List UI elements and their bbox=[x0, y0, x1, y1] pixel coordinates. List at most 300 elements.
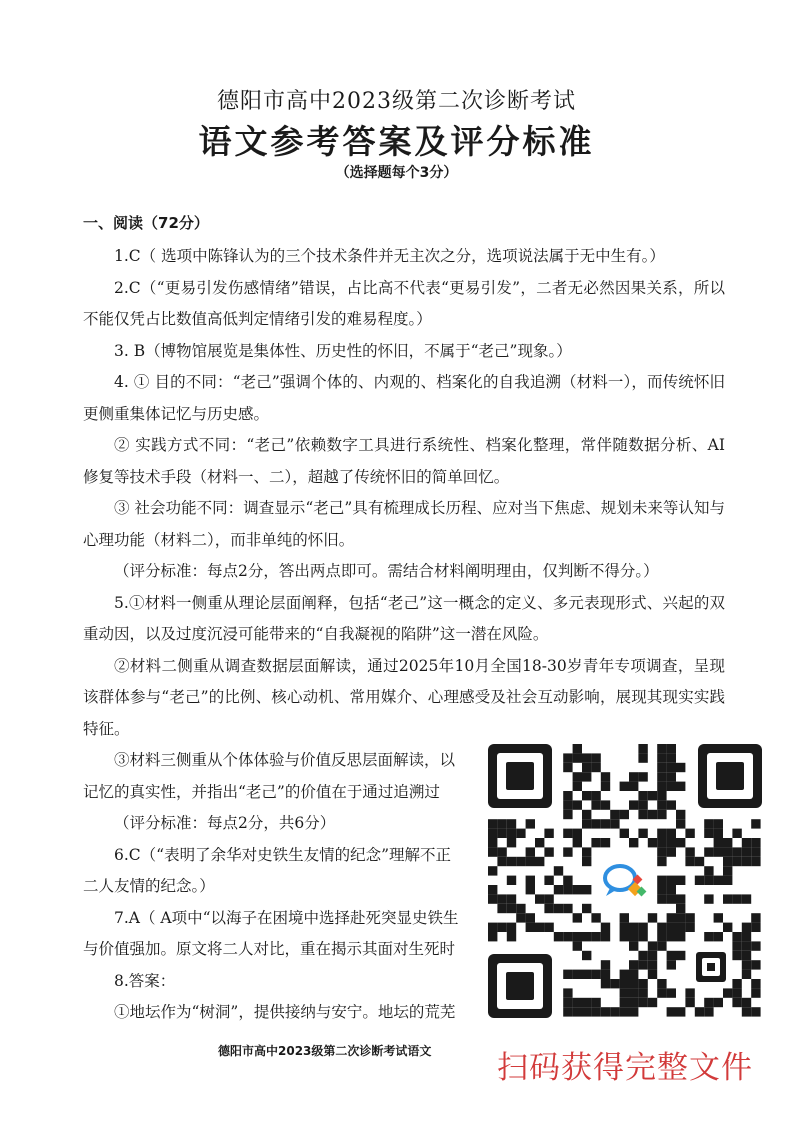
qr-module bbox=[638, 772, 647, 781]
qr-module bbox=[667, 988, 676, 997]
qr-module bbox=[667, 923, 676, 932]
qr-module bbox=[563, 829, 572, 838]
paragraph: 2.C（“更易引发伤感情绪”错误，占比高不代表“更易引发”，二者无必然因果关系，所以不能仅凭占比数值高低判定情绪引发的难易程度。） bbox=[83, 278, 725, 328]
qr-module bbox=[732, 847, 741, 856]
qr-module bbox=[620, 1007, 629, 1016]
qr-module bbox=[667, 960, 676, 969]
qr-module bbox=[526, 857, 535, 866]
qr-module bbox=[714, 998, 723, 1007]
qr-module bbox=[544, 894, 553, 903]
qr-module bbox=[516, 913, 525, 922]
qr-module bbox=[657, 941, 666, 950]
qr-module bbox=[507, 894, 516, 903]
qr-module bbox=[667, 876, 676, 885]
qr-module bbox=[610, 979, 619, 988]
qr-module bbox=[685, 857, 694, 866]
qr-module bbox=[591, 1007, 600, 1016]
qr-module bbox=[695, 876, 704, 885]
qr-module bbox=[620, 923, 629, 932]
section-heading: 一、阅读（72分） bbox=[83, 214, 209, 232]
qr-module bbox=[620, 913, 629, 922]
qr-module bbox=[742, 847, 751, 856]
qr-module bbox=[563, 998, 572, 1007]
qr-module bbox=[488, 923, 497, 932]
qr-module bbox=[685, 988, 694, 997]
qr-module bbox=[629, 772, 638, 781]
qr-module bbox=[544, 876, 553, 885]
qr-module bbox=[497, 829, 506, 838]
paragraph: 1.C（ 选项中陈锋认为的三个技术条件并无主次之分，选项说法属于无中生有。） bbox=[114, 247, 665, 265]
qr-module bbox=[629, 923, 638, 932]
qr-module bbox=[610, 810, 619, 819]
qr-module bbox=[667, 753, 676, 762]
qr-module bbox=[723, 988, 732, 997]
qr-module bbox=[657, 857, 666, 866]
qr-module bbox=[657, 810, 666, 819]
qr-module bbox=[695, 857, 704, 866]
qr-module bbox=[582, 772, 591, 781]
paragraph: （评分标准：每点2分，答出两点即可。需结合材料阐明理由，仅判断不得分。） bbox=[114, 562, 659, 580]
qr-module bbox=[723, 876, 732, 885]
qr-module bbox=[563, 763, 572, 772]
paragraph: ③ 社会功能不同：调查显示“老己”具有梳理成长历程、应对当下焦虑、规划未来等认知与心理功能（材料二），而非单纯的怀旧。 bbox=[83, 499, 725, 549]
qr-module bbox=[667, 847, 676, 856]
qr-module bbox=[704, 876, 713, 885]
qr-module bbox=[667, 763, 676, 772]
qr-module bbox=[751, 923, 760, 932]
qr-module bbox=[657, 838, 666, 847]
qr-module bbox=[629, 998, 638, 1007]
qr-module bbox=[488, 894, 497, 903]
qr-module bbox=[638, 998, 647, 1007]
qr-module bbox=[751, 847, 760, 856]
qr-module bbox=[732, 932, 741, 941]
qr-module bbox=[742, 894, 751, 903]
qr-module bbox=[667, 885, 676, 894]
qr-module bbox=[732, 894, 741, 903]
qr-module bbox=[591, 819, 600, 828]
qr-module bbox=[610, 819, 619, 828]
qr-module bbox=[657, 753, 666, 762]
qr-module bbox=[732, 988, 741, 997]
qr-module bbox=[638, 951, 647, 960]
qr-module bbox=[535, 923, 544, 932]
qr-module bbox=[563, 800, 572, 809]
qr-module bbox=[629, 988, 638, 997]
qr-module bbox=[601, 1007, 610, 1016]
qr-module bbox=[657, 791, 666, 800]
qr-module bbox=[751, 988, 760, 997]
qr-module bbox=[667, 772, 676, 781]
qr-module bbox=[563, 753, 572, 762]
qr-module bbox=[723, 857, 732, 866]
qr-module bbox=[497, 819, 506, 828]
qr-module bbox=[507, 923, 516, 932]
qr-module bbox=[676, 838, 685, 847]
qr-module bbox=[620, 782, 629, 791]
qr-module bbox=[657, 744, 666, 753]
qr-module bbox=[507, 829, 516, 838]
paragraph: 8.答案： bbox=[114, 971, 176, 990]
qr-module bbox=[732, 979, 741, 988]
qr-module bbox=[751, 913, 760, 922]
qr-module bbox=[657, 894, 666, 903]
qr-module bbox=[732, 829, 741, 838]
paragraph: ② 实践方式不同：“老己”依赖数字工具进行系统性、档案化整理，常伴随数据分析、AI修复等技术手段（材料一、二），超越了传统怀旧的简单回忆。 bbox=[83, 436, 725, 486]
qr-module bbox=[648, 913, 657, 922]
paragraph: 6.C（“表明了余华对史铁生友情的纪念”理解不正 bbox=[114, 845, 451, 864]
qr-module bbox=[563, 904, 572, 913]
qr-module bbox=[732, 941, 741, 950]
qr-module bbox=[676, 782, 685, 791]
qr-module bbox=[723, 894, 732, 903]
qr-module bbox=[742, 960, 751, 969]
qr-module bbox=[742, 923, 751, 932]
qr-module bbox=[573, 782, 582, 791]
qr-module bbox=[676, 1007, 685, 1016]
qr-module bbox=[582, 951, 591, 960]
qr-module bbox=[526, 847, 535, 856]
exam-title: 德阳市高中2023级第二次诊断考试 bbox=[217, 89, 576, 114]
qr-module bbox=[676, 932, 685, 941]
qr-module bbox=[667, 829, 676, 838]
qr-module bbox=[714, 838, 723, 847]
qr-module bbox=[685, 923, 694, 932]
qr-module bbox=[582, 1007, 591, 1016]
qr-module bbox=[563, 810, 572, 819]
qr-code[interactable] bbox=[482, 738, 768, 1024]
qr-module bbox=[667, 932, 676, 941]
qr-module bbox=[488, 829, 497, 838]
qr-module bbox=[629, 979, 638, 988]
qr-module bbox=[573, 998, 582, 1007]
qr-module bbox=[685, 913, 694, 922]
qr-module bbox=[516, 904, 525, 913]
finder-bottom-left bbox=[488, 954, 552, 1018]
qr-module bbox=[573, 753, 582, 762]
qr-module bbox=[526, 923, 535, 932]
qr-module bbox=[563, 885, 572, 894]
qr-module bbox=[582, 885, 591, 894]
qr-module bbox=[554, 885, 563, 894]
qr-module bbox=[591, 753, 600, 762]
qr-module bbox=[751, 1007, 760, 1016]
qr-module bbox=[657, 923, 666, 932]
qr-module bbox=[563, 1007, 572, 1016]
qr-module bbox=[714, 932, 723, 941]
qr-module bbox=[638, 829, 647, 838]
qr-module bbox=[714, 829, 723, 838]
qr-module bbox=[573, 932, 582, 941]
qr-module bbox=[657, 847, 666, 856]
paragraph: ①地坛作为“树洞”，提供接纳与安宁。地坛的荒芜 bbox=[114, 1003, 456, 1021]
qr-module bbox=[488, 819, 497, 828]
qr-module bbox=[657, 800, 666, 809]
qr-module bbox=[526, 819, 535, 828]
paragraph: 5.①材料一侧重从理论层面阐释，包括“老己”这一概念的定义、多元表现形式、兴起的双重动因，以及过度沉浸可能带来的“自我凝视的陷阱”这一潜在风险。 bbox=[83, 593, 725, 643]
qr-module bbox=[620, 829, 629, 838]
qr-module bbox=[742, 970, 751, 979]
qr-module bbox=[582, 810, 591, 819]
qr-module bbox=[648, 810, 657, 819]
qr-module bbox=[582, 819, 591, 828]
qr-module bbox=[742, 932, 751, 941]
qr-module bbox=[629, 970, 638, 979]
qr-module bbox=[638, 923, 647, 932]
qr-module bbox=[648, 941, 657, 950]
qr-module bbox=[676, 894, 685, 903]
qr-module bbox=[620, 998, 629, 1007]
qr-module bbox=[751, 960, 760, 969]
qr-module bbox=[676, 819, 685, 828]
qr-module bbox=[648, 960, 657, 969]
paragraph: 与价值强加。原文将二人对比，重在揭示其面对生死时 bbox=[83, 940, 456, 958]
qr-module bbox=[667, 744, 676, 753]
page-footer: 德阳市高中2023级第二次诊断考试语文 bbox=[218, 1044, 432, 1058]
qr-module bbox=[714, 876, 723, 885]
qr-module bbox=[685, 829, 694, 838]
qr-module bbox=[742, 998, 751, 1007]
qr-module bbox=[723, 923, 732, 932]
qr-module bbox=[704, 998, 713, 1007]
qr-module bbox=[582, 763, 591, 772]
qr-module bbox=[573, 913, 582, 922]
qr-module bbox=[667, 782, 676, 791]
paragraph: 3. B（博物馆展览是集体性、历史性的怀旧，不属于“老己”现象。） bbox=[114, 341, 572, 360]
qr-module bbox=[582, 857, 591, 866]
paragraph: 4. ① 目的不同：“老己”强调个体的、内观的、档案化的自我追溯（材料一），而传统怀旧更侧重集体记忆与历史感。 bbox=[83, 373, 725, 423]
qr-module bbox=[629, 941, 638, 950]
qr-module bbox=[544, 829, 553, 838]
qr-module bbox=[591, 932, 600, 941]
qr-module bbox=[563, 791, 572, 800]
qr-module bbox=[591, 763, 600, 772]
qr-module bbox=[497, 923, 506, 932]
paragraph: 7.A（ A项中“以海子在困境中选择赴死突显史铁生 bbox=[114, 908, 459, 927]
qr-module bbox=[591, 913, 600, 922]
qr-module bbox=[601, 979, 610, 988]
qr-module bbox=[629, 838, 638, 847]
qr-module bbox=[629, 1007, 638, 1016]
paragraph: ②材料二侧重从调查数据层面解读，通过2025年10月全国18-30岁青年专项调查，呈现该群体参与“老己”的比例、核心动机、常用媒介、心理感受及社会互动影响，展现其现实实践特征。 bbox=[83, 656, 725, 738]
qr-module bbox=[667, 894, 676, 903]
qr-module bbox=[676, 923, 685, 932]
qr-module bbox=[667, 1007, 676, 1016]
qr-module bbox=[657, 988, 666, 997]
qr-module bbox=[657, 829, 666, 838]
qr-module bbox=[638, 800, 647, 809]
qr-module bbox=[657, 772, 666, 781]
qr-module bbox=[620, 932, 629, 941]
document-title: 语文参考答案及评分标准 bbox=[198, 122, 595, 161]
qr-module bbox=[742, 951, 751, 960]
qr-module bbox=[620, 810, 629, 819]
qr-module bbox=[742, 941, 751, 950]
qr-module bbox=[620, 970, 629, 979]
qr-module bbox=[573, 885, 582, 894]
qr-module bbox=[742, 838, 751, 847]
qr-module bbox=[582, 970, 591, 979]
qr-module bbox=[563, 876, 572, 885]
qr-module bbox=[620, 979, 629, 988]
qr-module bbox=[488, 838, 497, 847]
qr-module bbox=[629, 960, 638, 969]
qr-module bbox=[563, 970, 572, 979]
qr-module bbox=[638, 960, 647, 969]
qr-module bbox=[657, 885, 666, 894]
qr-module bbox=[751, 838, 760, 847]
qr-module bbox=[497, 847, 506, 856]
qr-module bbox=[591, 970, 600, 979]
qr-module bbox=[620, 988, 629, 997]
qr-module bbox=[638, 932, 647, 941]
qr-module bbox=[714, 819, 723, 828]
qr-module bbox=[723, 866, 732, 875]
qr-module bbox=[667, 951, 676, 960]
qr-module bbox=[507, 857, 516, 866]
qr-module bbox=[582, 791, 591, 800]
qr-module bbox=[685, 998, 694, 1007]
qr-module bbox=[657, 932, 666, 941]
qr-module bbox=[535, 894, 544, 903]
qr-module bbox=[573, 800, 582, 809]
qr-module bbox=[657, 979, 666, 988]
qr-module bbox=[638, 988, 647, 997]
qr-module bbox=[544, 923, 553, 932]
qr-module bbox=[732, 857, 741, 866]
qr-module bbox=[648, 998, 657, 1007]
qr-module bbox=[554, 866, 563, 875]
qr-module bbox=[676, 810, 685, 819]
qr-module bbox=[648, 791, 657, 800]
qr-module bbox=[526, 876, 535, 885]
qr-module bbox=[497, 904, 506, 913]
finder-top-right bbox=[698, 744, 762, 808]
qr-module bbox=[507, 819, 516, 828]
qr-module bbox=[676, 913, 685, 922]
qr-module bbox=[488, 866, 497, 875]
qr-module bbox=[582, 998, 591, 1007]
qr-module bbox=[526, 913, 535, 922]
qr-module bbox=[544, 904, 553, 913]
qr-module bbox=[563, 988, 572, 997]
finder-top-left bbox=[488, 744, 552, 808]
qr-panel[interactable] bbox=[480, 738, 770, 1104]
qr-module bbox=[742, 857, 751, 866]
qr-module bbox=[704, 932, 713, 941]
qr-module bbox=[573, 744, 582, 753]
qr-module bbox=[638, 810, 647, 819]
qr-module bbox=[704, 819, 713, 828]
alignment-pattern bbox=[696, 952, 726, 982]
qr-module bbox=[714, 913, 723, 922]
paragraph: （评分标准：每点2分，共6分） bbox=[114, 814, 336, 832]
qr-module bbox=[488, 847, 497, 856]
qr-module bbox=[751, 819, 760, 828]
qr-module bbox=[554, 904, 563, 913]
qr-module bbox=[638, 791, 647, 800]
qr-module bbox=[488, 932, 497, 941]
qr-module bbox=[657, 782, 666, 791]
qr-module bbox=[507, 876, 516, 885]
qr-module bbox=[601, 960, 610, 969]
qr-module bbox=[601, 838, 610, 847]
qr-module bbox=[601, 772, 610, 781]
qr-module bbox=[573, 772, 582, 781]
qr-module bbox=[657, 876, 666, 885]
paragraph: 记忆的真实性，并指出“老己”的价值在于通过追溯过 bbox=[83, 782, 440, 801]
qr-module bbox=[676, 876, 685, 885]
qr-module bbox=[601, 932, 610, 941]
qr-module bbox=[638, 979, 647, 988]
qr-module bbox=[648, 838, 657, 847]
qr-module bbox=[723, 847, 732, 856]
qr-module bbox=[714, 847, 723, 856]
qr-module bbox=[742, 1007, 751, 1016]
paragraph: ③材料三侧重从个体体验与价值反思层面解读，以 bbox=[114, 751, 456, 769]
qr-module bbox=[582, 932, 591, 941]
qr-module bbox=[573, 1007, 582, 1016]
qr-module bbox=[601, 819, 610, 828]
qr-module bbox=[535, 857, 544, 866]
qr-module bbox=[497, 894, 506, 903]
qr-module bbox=[704, 829, 713, 838]
qr-module bbox=[582, 753, 591, 762]
qr-module bbox=[544, 847, 553, 856]
qr-module bbox=[751, 857, 760, 866]
qr-module bbox=[497, 857, 506, 866]
qr-module bbox=[573, 829, 582, 838]
qr-module bbox=[667, 800, 676, 809]
qr-module bbox=[704, 894, 713, 903]
qr-module bbox=[638, 744, 647, 753]
qr-module bbox=[657, 763, 666, 772]
qr-module bbox=[591, 838, 600, 847]
qr-module bbox=[648, 951, 657, 960]
qr-module bbox=[488, 885, 497, 894]
qr-module bbox=[751, 979, 760, 988]
qr-module bbox=[591, 800, 600, 809]
qr-module bbox=[554, 932, 563, 941]
qr-module bbox=[610, 1007, 619, 1016]
qr-module bbox=[516, 857, 525, 866]
qr-caption[interactable]: 扫码获得完整文件 bbox=[497, 1050, 753, 1086]
qr-module bbox=[629, 800, 638, 809]
qr-module bbox=[638, 753, 647, 762]
qr-module bbox=[732, 998, 741, 1007]
qr-module bbox=[573, 838, 582, 847]
qr-module bbox=[704, 866, 713, 875]
chat-bubble-icon bbox=[598, 854, 652, 908]
qr-module bbox=[704, 847, 713, 856]
qr-module bbox=[507, 904, 516, 913]
qr-module bbox=[601, 800, 610, 809]
qr-module bbox=[507, 838, 516, 847]
qr-module bbox=[676, 951, 685, 960]
qr-module bbox=[601, 923, 610, 932]
qr-module bbox=[563, 932, 572, 941]
qr-module bbox=[732, 951, 741, 960]
qr-module bbox=[629, 932, 638, 941]
qr-module bbox=[526, 885, 535, 894]
paragraph: 二人友情的纪念。） bbox=[83, 877, 215, 895]
qr-module bbox=[676, 763, 685, 772]
qr-module bbox=[629, 782, 638, 791]
qr-module bbox=[563, 847, 572, 856]
qr-module bbox=[667, 913, 676, 922]
qr-module bbox=[601, 782, 610, 791]
qr-module bbox=[685, 847, 694, 856]
